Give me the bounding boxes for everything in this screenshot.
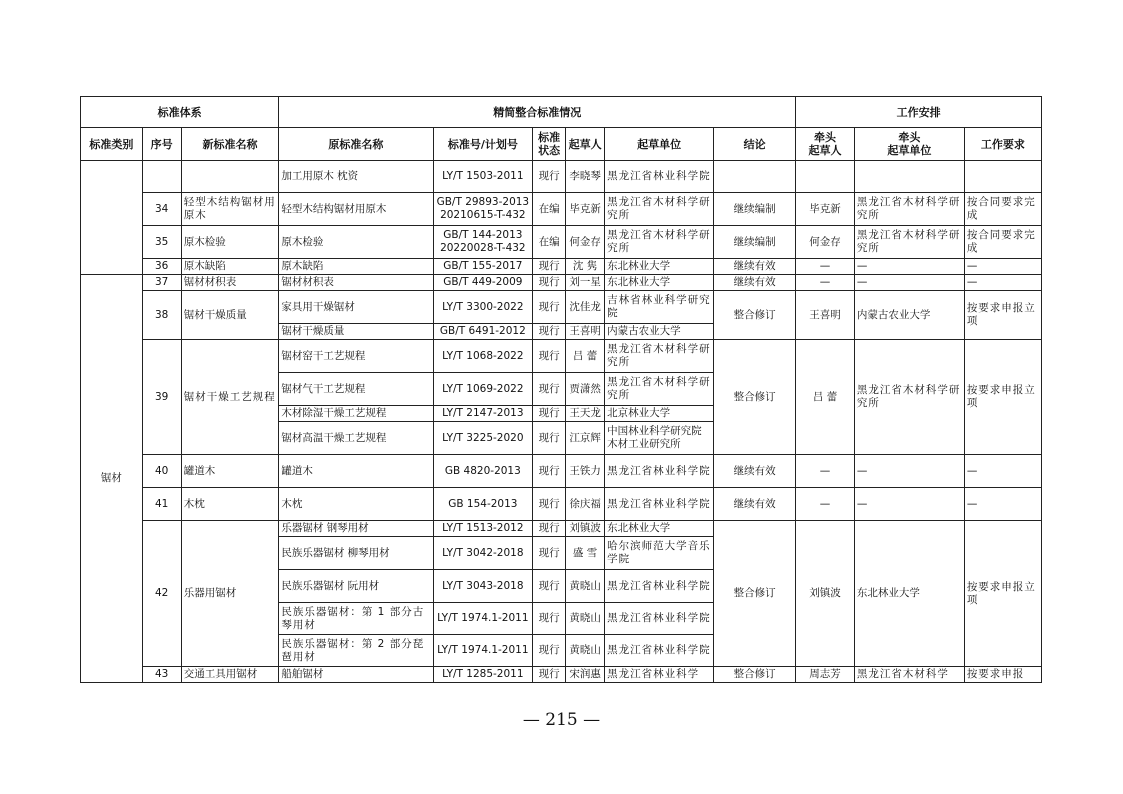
drafter-cell: 王天龙 bbox=[566, 406, 605, 422]
std-no-cell bbox=[433, 193, 533, 226]
drafter-cell: 吕 蕾 bbox=[566, 340, 605, 373]
header-new-name: 新标准名称 bbox=[181, 128, 279, 161]
header-std-no: 标准号/计划号 bbox=[433, 128, 533, 161]
orig-name-cell: 锯材材积表 bbox=[279, 275, 433, 291]
std-no-line1: GB/T 29893-2013 bbox=[436, 196, 530, 208]
requirement-cell: — bbox=[964, 488, 1041, 521]
orig-name-cell: 民族乐器锯材 阮用材 bbox=[279, 570, 433, 603]
unit-cell: 黑龙江省林业科学 bbox=[605, 667, 714, 683]
std-no-cell bbox=[433, 226, 533, 259]
std-no-cell: LY/T 1513-2012 bbox=[433, 521, 533, 537]
requirement-cell: — bbox=[964, 455, 1041, 488]
std-no-cell: LY/T 1068-2022 bbox=[433, 340, 533, 373]
std-no-cell: LY/T 3225-2020 bbox=[433, 422, 533, 455]
unit-cell: 黑龙江省木材科学研究所 bbox=[605, 193, 714, 226]
drafter-cell: 黄晓山 bbox=[566, 635, 605, 667]
lead-unit-cell: 黑龙江省木材科学研究所 bbox=[854, 226, 964, 259]
status-cell: 现行 bbox=[533, 324, 566, 340]
header-lead-unit bbox=[854, 128, 964, 161]
header-group-system: 标准体系 bbox=[81, 97, 279, 128]
conclusion-cell: 继续有效 bbox=[714, 259, 796, 275]
status-cell: 现行 bbox=[533, 603, 566, 635]
header-row bbox=[81, 128, 1042, 161]
std-no-cell: LY/T 1503-2011 bbox=[433, 161, 533, 193]
orig-name-cell: 锯材干燥质量 bbox=[279, 324, 433, 340]
status-cell: 现行 bbox=[533, 521, 566, 537]
lead-unit-cell: 黑龙江省木材科学研究所 bbox=[854, 340, 964, 455]
unit-cell: 东北林业大学 bbox=[605, 521, 714, 537]
table-row bbox=[81, 259, 1042, 275]
status-cell: 现行 bbox=[533, 275, 566, 291]
std-no-cell: GB/T 449-2009 bbox=[433, 275, 533, 291]
header-seq: 序号 bbox=[142, 128, 181, 161]
orig-name-cell: 木材除湿干燥工艺规程 bbox=[279, 406, 433, 422]
header-conclusion: 结论 bbox=[714, 128, 796, 161]
conclusion-cell: 继续有效 bbox=[714, 455, 796, 488]
std-no-cell: LY/T 2147-2013 bbox=[433, 406, 533, 422]
status-cell: 现行 bbox=[533, 259, 566, 275]
drafter-cell: 宋润惠 bbox=[566, 667, 605, 683]
lead-cell: — bbox=[796, 275, 855, 291]
orig-name-cell: 锯材高温干燥工艺规程 bbox=[279, 422, 433, 455]
new-name-cell: 罐道木 bbox=[181, 455, 279, 488]
lead-cell: — bbox=[796, 488, 855, 521]
lead-cell: 刘镇波 bbox=[796, 521, 855, 667]
standards-table bbox=[80, 96, 1042, 683]
std-no-cell: GB/T 155-2017 bbox=[433, 259, 533, 275]
header-lead-unit-line1: 牵头 bbox=[898, 131, 921, 144]
table-row bbox=[81, 667, 1042, 683]
status-cell: 现行 bbox=[533, 406, 566, 422]
unit-cell: 黑龙江省木材科学研究所 bbox=[605, 373, 714, 406]
requirement-cell: 按要求申报立项 bbox=[964, 340, 1041, 455]
seq-cell bbox=[142, 161, 181, 193]
unit-cell: 北京林业大学 bbox=[605, 406, 714, 422]
status-cell: 现行 bbox=[533, 291, 566, 324]
lead-unit-cell: — bbox=[854, 275, 964, 291]
new-name-cell: 乐器用锯材 bbox=[181, 521, 279, 667]
lead-unit-cell: 东北林业大学 bbox=[854, 521, 964, 667]
seq-cell: 37 bbox=[142, 275, 181, 291]
new-name-cell: 原木缺陷 bbox=[181, 259, 279, 275]
requirement-cell: 按合同要求完成 bbox=[964, 193, 1041, 226]
status-cell: 现行 bbox=[533, 340, 566, 373]
drafter-cell: 刘一星 bbox=[566, 275, 605, 291]
header-group-row bbox=[81, 97, 1042, 128]
unit-cell: 黑龙江省林业科学院 bbox=[605, 570, 714, 603]
table-row bbox=[81, 340, 1042, 373]
lead-cell: 毕克新 bbox=[796, 193, 855, 226]
status-cell: 现行 bbox=[533, 570, 566, 603]
orig-name-cell: 船舶锯材 bbox=[279, 667, 433, 683]
conclusion-cell: 整合修订 bbox=[714, 291, 796, 340]
new-name-cell: 交通工具用锯材 bbox=[181, 667, 279, 683]
status-cell: 现行 bbox=[533, 667, 566, 683]
new-name-cell: 锯材干燥工艺规程 bbox=[181, 340, 279, 455]
unit-cell: 黑龙江省木材科学研究所 bbox=[605, 226, 714, 259]
table-row bbox=[81, 488, 1042, 521]
lead-unit-cell: — bbox=[854, 455, 964, 488]
lead-cell bbox=[796, 161, 855, 193]
lead-unit-cell: 黑龙江省木材科学 bbox=[854, 667, 964, 683]
header-lead-line2: 起草人 bbox=[808, 144, 842, 157]
orig-name-cell: 原木缺陷 bbox=[279, 259, 433, 275]
lead-cell: 周志芳 bbox=[796, 667, 855, 683]
header-category: 标准类别 bbox=[81, 128, 143, 161]
std-no-cell: LY/T 3300-2022 bbox=[433, 291, 533, 324]
drafter-cell: 贾潇然 bbox=[566, 373, 605, 406]
header-unit: 起草单位 bbox=[605, 128, 714, 161]
status-cell: 现行 bbox=[533, 488, 566, 521]
drafter-cell: 江京辉 bbox=[566, 422, 605, 455]
header-lead-line1: 牵头 bbox=[814, 131, 837, 144]
conclusion-cell: 继续有效 bbox=[714, 488, 796, 521]
conclusion-cell: 整合修订 bbox=[714, 340, 796, 455]
drafter-cell: 徐庆福 bbox=[566, 488, 605, 521]
unit-cell: 中国林业科学研究院木材工业研究所 bbox=[605, 422, 714, 455]
seq-cell: 35 bbox=[142, 226, 181, 259]
std-no-cell: LY/T 3043-2018 bbox=[433, 570, 533, 603]
conclusion-cell bbox=[714, 161, 796, 193]
seq-cell: 38 bbox=[142, 291, 181, 340]
orig-name-cell: 锯材窑干工艺规程 bbox=[279, 340, 433, 373]
orig-name-cell: 民族乐器锯材：第 1 部分古琴用材 bbox=[279, 603, 433, 635]
new-name-cell: 原木检验 bbox=[181, 226, 279, 259]
drafter-cell: 何金存 bbox=[566, 226, 605, 259]
seq-cell: 36 bbox=[142, 259, 181, 275]
table-row bbox=[81, 161, 1042, 193]
requirement-cell: 按要求申报 bbox=[964, 667, 1041, 683]
requirement-cell: — bbox=[964, 259, 1041, 275]
seq-cell: 39 bbox=[142, 340, 181, 455]
drafter-cell: 黄晓山 bbox=[566, 603, 605, 635]
std-no-cell: GB 154-2013 bbox=[433, 488, 533, 521]
new-name-cell: 木枕 bbox=[181, 488, 279, 521]
conclusion-cell: 继续编制 bbox=[714, 226, 796, 259]
new-name-cell: 锯材材积表 bbox=[181, 275, 279, 291]
std-no-line1: GB/T 144-2013 bbox=[443, 229, 523, 241]
conclusion-cell: 整合修订 bbox=[714, 667, 796, 683]
requirement-cell: 按要求申报立项 bbox=[964, 291, 1041, 340]
status-cell: 现行 bbox=[533, 373, 566, 406]
seq-cell: 34 bbox=[142, 193, 181, 226]
std-no-cell: LY/T 1285-2011 bbox=[433, 667, 533, 683]
header-group-work: 工作安排 bbox=[796, 97, 1042, 128]
std-no-cell: LY/T 3042-2018 bbox=[433, 537, 533, 570]
std-no-cell: LY/T 1974.1-2011 bbox=[433, 603, 533, 635]
page-number: — 215 — bbox=[522, 710, 601, 730]
category-cell: 锯材 bbox=[81, 275, 143, 683]
orig-name-cell: 轻型木结构锯材用原木 bbox=[279, 193, 433, 226]
status-cell: 现行 bbox=[533, 161, 566, 193]
std-no-cell: LY/T 1069-2022 bbox=[433, 373, 533, 406]
status-cell: 在编 bbox=[533, 226, 566, 259]
drafter-cell: 盛 雪 bbox=[566, 537, 605, 570]
std-no-cell: GB/T 6491-2012 bbox=[433, 324, 533, 340]
lead-cell: 王喜明 bbox=[796, 291, 855, 340]
lead-cell: 吕 蕾 bbox=[796, 340, 855, 455]
new-name-cell: 锯材干燥质量 bbox=[181, 291, 279, 340]
header-status-line2: 状态 bbox=[538, 144, 561, 157]
seq-cell: 42 bbox=[142, 521, 181, 667]
drafter-cell: 刘镇波 bbox=[566, 521, 605, 537]
orig-name-cell: 木枕 bbox=[279, 488, 433, 521]
unit-cell: 黑龙江省林业科学院 bbox=[605, 603, 714, 635]
unit-cell: 哈尔滨师范大学音乐学院 bbox=[605, 537, 714, 570]
new-name-cell bbox=[181, 161, 279, 193]
table-row bbox=[81, 226, 1042, 259]
std-no-cell: GB 4820-2013 bbox=[433, 455, 533, 488]
lead-cell: — bbox=[796, 455, 855, 488]
drafter-cell: 王喜明 bbox=[566, 324, 605, 340]
unit-cell: 黑龙江省林业科学院 bbox=[605, 161, 714, 193]
orig-name-cell: 罐道木 bbox=[279, 455, 433, 488]
orig-name-cell: 民族乐器锯材 柳琴用材 bbox=[279, 537, 433, 570]
seq-cell: 43 bbox=[142, 667, 181, 683]
orig-name-cell: 加工用原木 枕资 bbox=[279, 161, 433, 193]
header-orig-name: 原标准名称 bbox=[279, 128, 433, 161]
table-row bbox=[81, 455, 1042, 488]
table-row bbox=[81, 291, 1042, 324]
seq-cell: 40 bbox=[142, 455, 181, 488]
status-cell: 现行 bbox=[533, 537, 566, 570]
status-cell: 现行 bbox=[533, 422, 566, 455]
conclusion-cell: 继续有效 bbox=[714, 275, 796, 291]
header-status-line1: 标准 bbox=[538, 131, 561, 144]
requirement-cell: 按要求申报立项 bbox=[964, 521, 1041, 667]
lead-cell: 何金存 bbox=[796, 226, 855, 259]
header-lead-unit-line2: 起草单位 bbox=[887, 144, 932, 157]
lead-cell: — bbox=[796, 259, 855, 275]
unit-cell: 黑龙江省林业科学院 bbox=[605, 455, 714, 488]
orig-name-cell: 民族乐器锯材：第 2 部分琵琶用材 bbox=[279, 635, 433, 667]
table-row bbox=[81, 193, 1042, 226]
lead-unit-cell: — bbox=[854, 488, 964, 521]
table-row bbox=[81, 521, 1042, 537]
drafter-cell: 李晓琴 bbox=[566, 161, 605, 193]
seq-cell: 41 bbox=[142, 488, 181, 521]
header-drafter: 起草人 bbox=[566, 128, 605, 161]
unit-cell: 内蒙古农业大学 bbox=[605, 324, 714, 340]
lead-unit-cell: 内蒙古农业大学 bbox=[854, 291, 964, 340]
unit-cell: 吉林省林业科学研究院 bbox=[605, 291, 714, 324]
orig-name-cell: 乐器锯材 钢琴用材 bbox=[279, 521, 433, 537]
header-lead bbox=[796, 128, 855, 161]
conclusion-cell: 整合修订 bbox=[714, 521, 796, 667]
table-row bbox=[81, 275, 1042, 291]
header-status bbox=[533, 128, 566, 161]
status-cell: 现行 bbox=[533, 455, 566, 488]
unit-cell: 黑龙江省林业科学院 bbox=[605, 635, 714, 667]
drafter-cell: 王铁力 bbox=[566, 455, 605, 488]
category-cell-empty bbox=[81, 161, 143, 275]
drafter-cell: 黄晓山 bbox=[566, 570, 605, 603]
requirement-cell bbox=[964, 161, 1041, 193]
drafter-cell: 沈 隽 bbox=[566, 259, 605, 275]
status-cell: 现行 bbox=[533, 635, 566, 667]
unit-cell: 东北林业大学 bbox=[605, 259, 714, 275]
drafter-cell: 毕克新 bbox=[566, 193, 605, 226]
orig-name-cell: 家具用干燥锯材 bbox=[279, 291, 433, 324]
unit-cell: 东北林业大学 bbox=[605, 275, 714, 291]
unit-cell: 黑龙江省林业科学院 bbox=[605, 488, 714, 521]
drafter-cell: 沈佳龙 bbox=[566, 291, 605, 324]
lead-unit-cell: 黑龙江省木材科学研究所 bbox=[854, 193, 964, 226]
conclusion-cell: 继续编制 bbox=[714, 193, 796, 226]
std-no-cell: LY/T 1974.1-2011 bbox=[433, 635, 533, 667]
header-group-situation: 精简整合标准情况 bbox=[279, 97, 796, 128]
orig-name-cell: 原木检验 bbox=[279, 226, 433, 259]
std-no-line2: 20220028-T-432 bbox=[440, 242, 526, 254]
requirement-cell: 按合同要求完成 bbox=[964, 226, 1041, 259]
lead-unit-cell bbox=[854, 161, 964, 193]
std-no-line2: 20210615-T-432 bbox=[440, 209, 526, 221]
requirement-cell: — bbox=[964, 275, 1041, 291]
lead-unit-cell: — bbox=[854, 259, 964, 275]
new-name-cell: 轻型木结构锯材用原木 bbox=[181, 193, 279, 226]
unit-cell: 黑龙江省木材科学研究所 bbox=[605, 340, 714, 373]
header-requirement: 工作要求 bbox=[964, 128, 1041, 161]
status-cell: 在编 bbox=[533, 193, 566, 226]
orig-name-cell: 锯材气干工艺规程 bbox=[279, 373, 433, 406]
